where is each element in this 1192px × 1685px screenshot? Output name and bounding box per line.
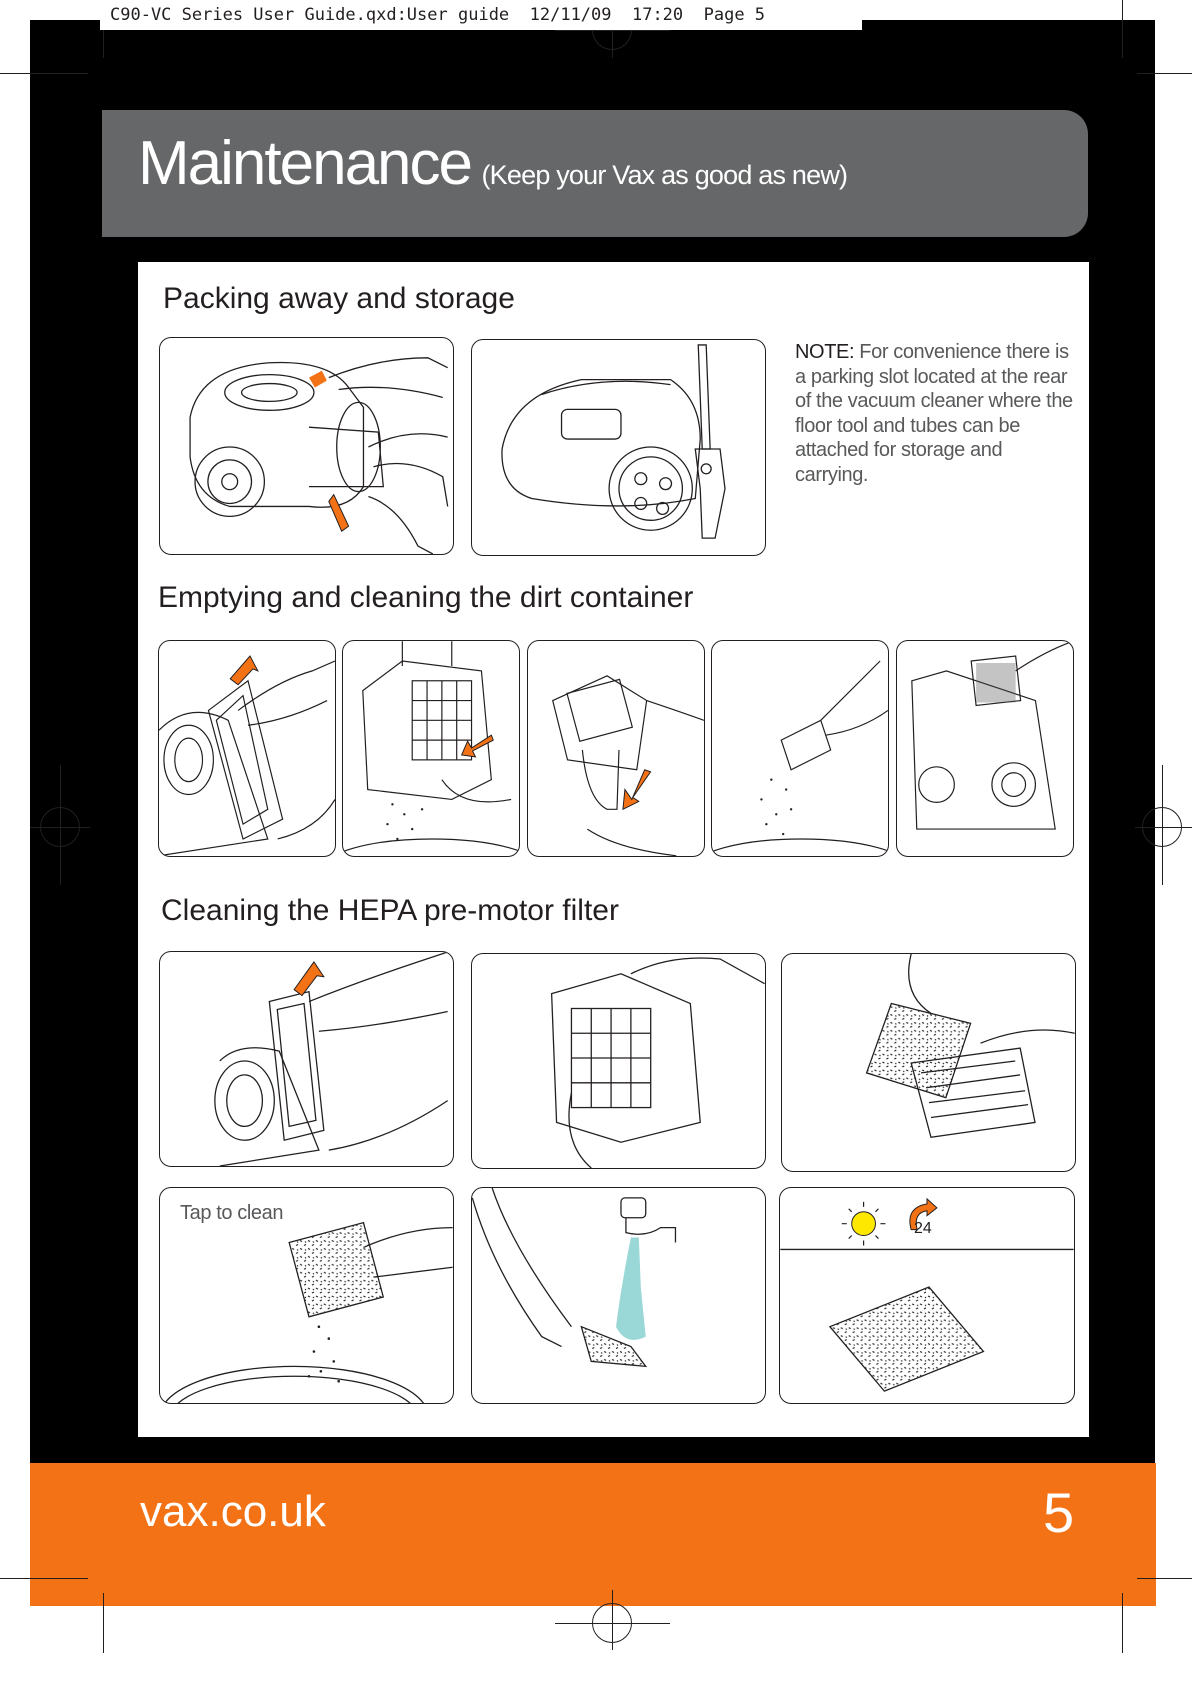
crop-mark [1122,0,1123,58]
filter-icon [472,954,765,1168]
emptying-step-3 [527,640,705,857]
button-highlight [309,371,327,388]
crop-mark [1137,1578,1192,1579]
storage-note [795,340,1075,487]
page-number: 5 [1043,1481,1075,1544]
emptying-step-5 [896,640,1074,857]
slug-line: C90-VC Series User Guide.qxd:User guide 12/11/09 17:20 Page 5 [100,0,862,30]
arrow-icon [230,656,258,685]
note-text: For convenience there is a parking slot located at the rear of the vacuum cleaner where the floor tool and tubes can be attached for storage and carrying. [795,341,1073,486]
vacuum-icon [159,641,335,856]
crop-mark [1122,1593,1123,1653]
hepa-step-2 [471,953,766,1169]
vacuum-icon [472,340,765,555]
packing-step-2 [471,339,766,556]
vacuum-icon [160,952,453,1166]
hepa-step-3 [781,953,1076,1172]
emptying-step-1 [158,640,336,857]
page-subtitle: (Keep your Vax as good as new) [481,160,848,190]
footer-url: vax.co.uk [140,1487,326,1536]
packing-step-1 [159,337,454,555]
arrow-icon [623,770,651,810]
sun-icon [842,1202,886,1246]
note-label: NOTE: [795,341,855,363]
hepa-step-1 [159,951,454,1167]
crop-mark [1137,73,1192,74]
hepa-step-4 [159,1187,454,1404]
tap-to-clean-label: Tap to clean [180,1202,284,1224]
tap-icon [472,1188,765,1403]
hepa-step-5 [471,1187,766,1404]
emptying-step-4 [711,640,889,857]
page-title-main: Maintenance [138,129,472,198]
registration-line [1162,765,1163,885]
arrow-icon [329,495,349,532]
dust-icon [386,803,423,840]
dry-hours-label: 24 [914,1220,932,1237]
filter-icon [528,641,704,856]
dust-icon [160,1188,453,1403]
crop-mark [0,1578,88,1579]
hepa-step-6 [779,1187,1075,1404]
filter-icon [782,954,1075,1171]
emptying-step-2 [342,640,520,857]
registration-line [612,1590,613,1650]
section-title-hepa: Cleaning the HEPA pre-motor filter [161,894,619,927]
crop-mark [103,1593,104,1653]
vacuum-icon [160,338,453,554]
section-title-packing: Packing away and storage [163,282,515,315]
vacuum-icon [897,641,1073,856]
filter-icon [343,641,519,856]
registration-line [60,765,61,885]
dust-icon [712,641,888,856]
crop-mark [0,73,88,74]
section-title-emptying: Emptying and cleaning the dirt container [158,581,694,614]
registration-line [1135,827,1192,828]
registration-line [30,827,90,828]
arrow-icon [294,962,324,996]
page-title [138,128,847,199]
